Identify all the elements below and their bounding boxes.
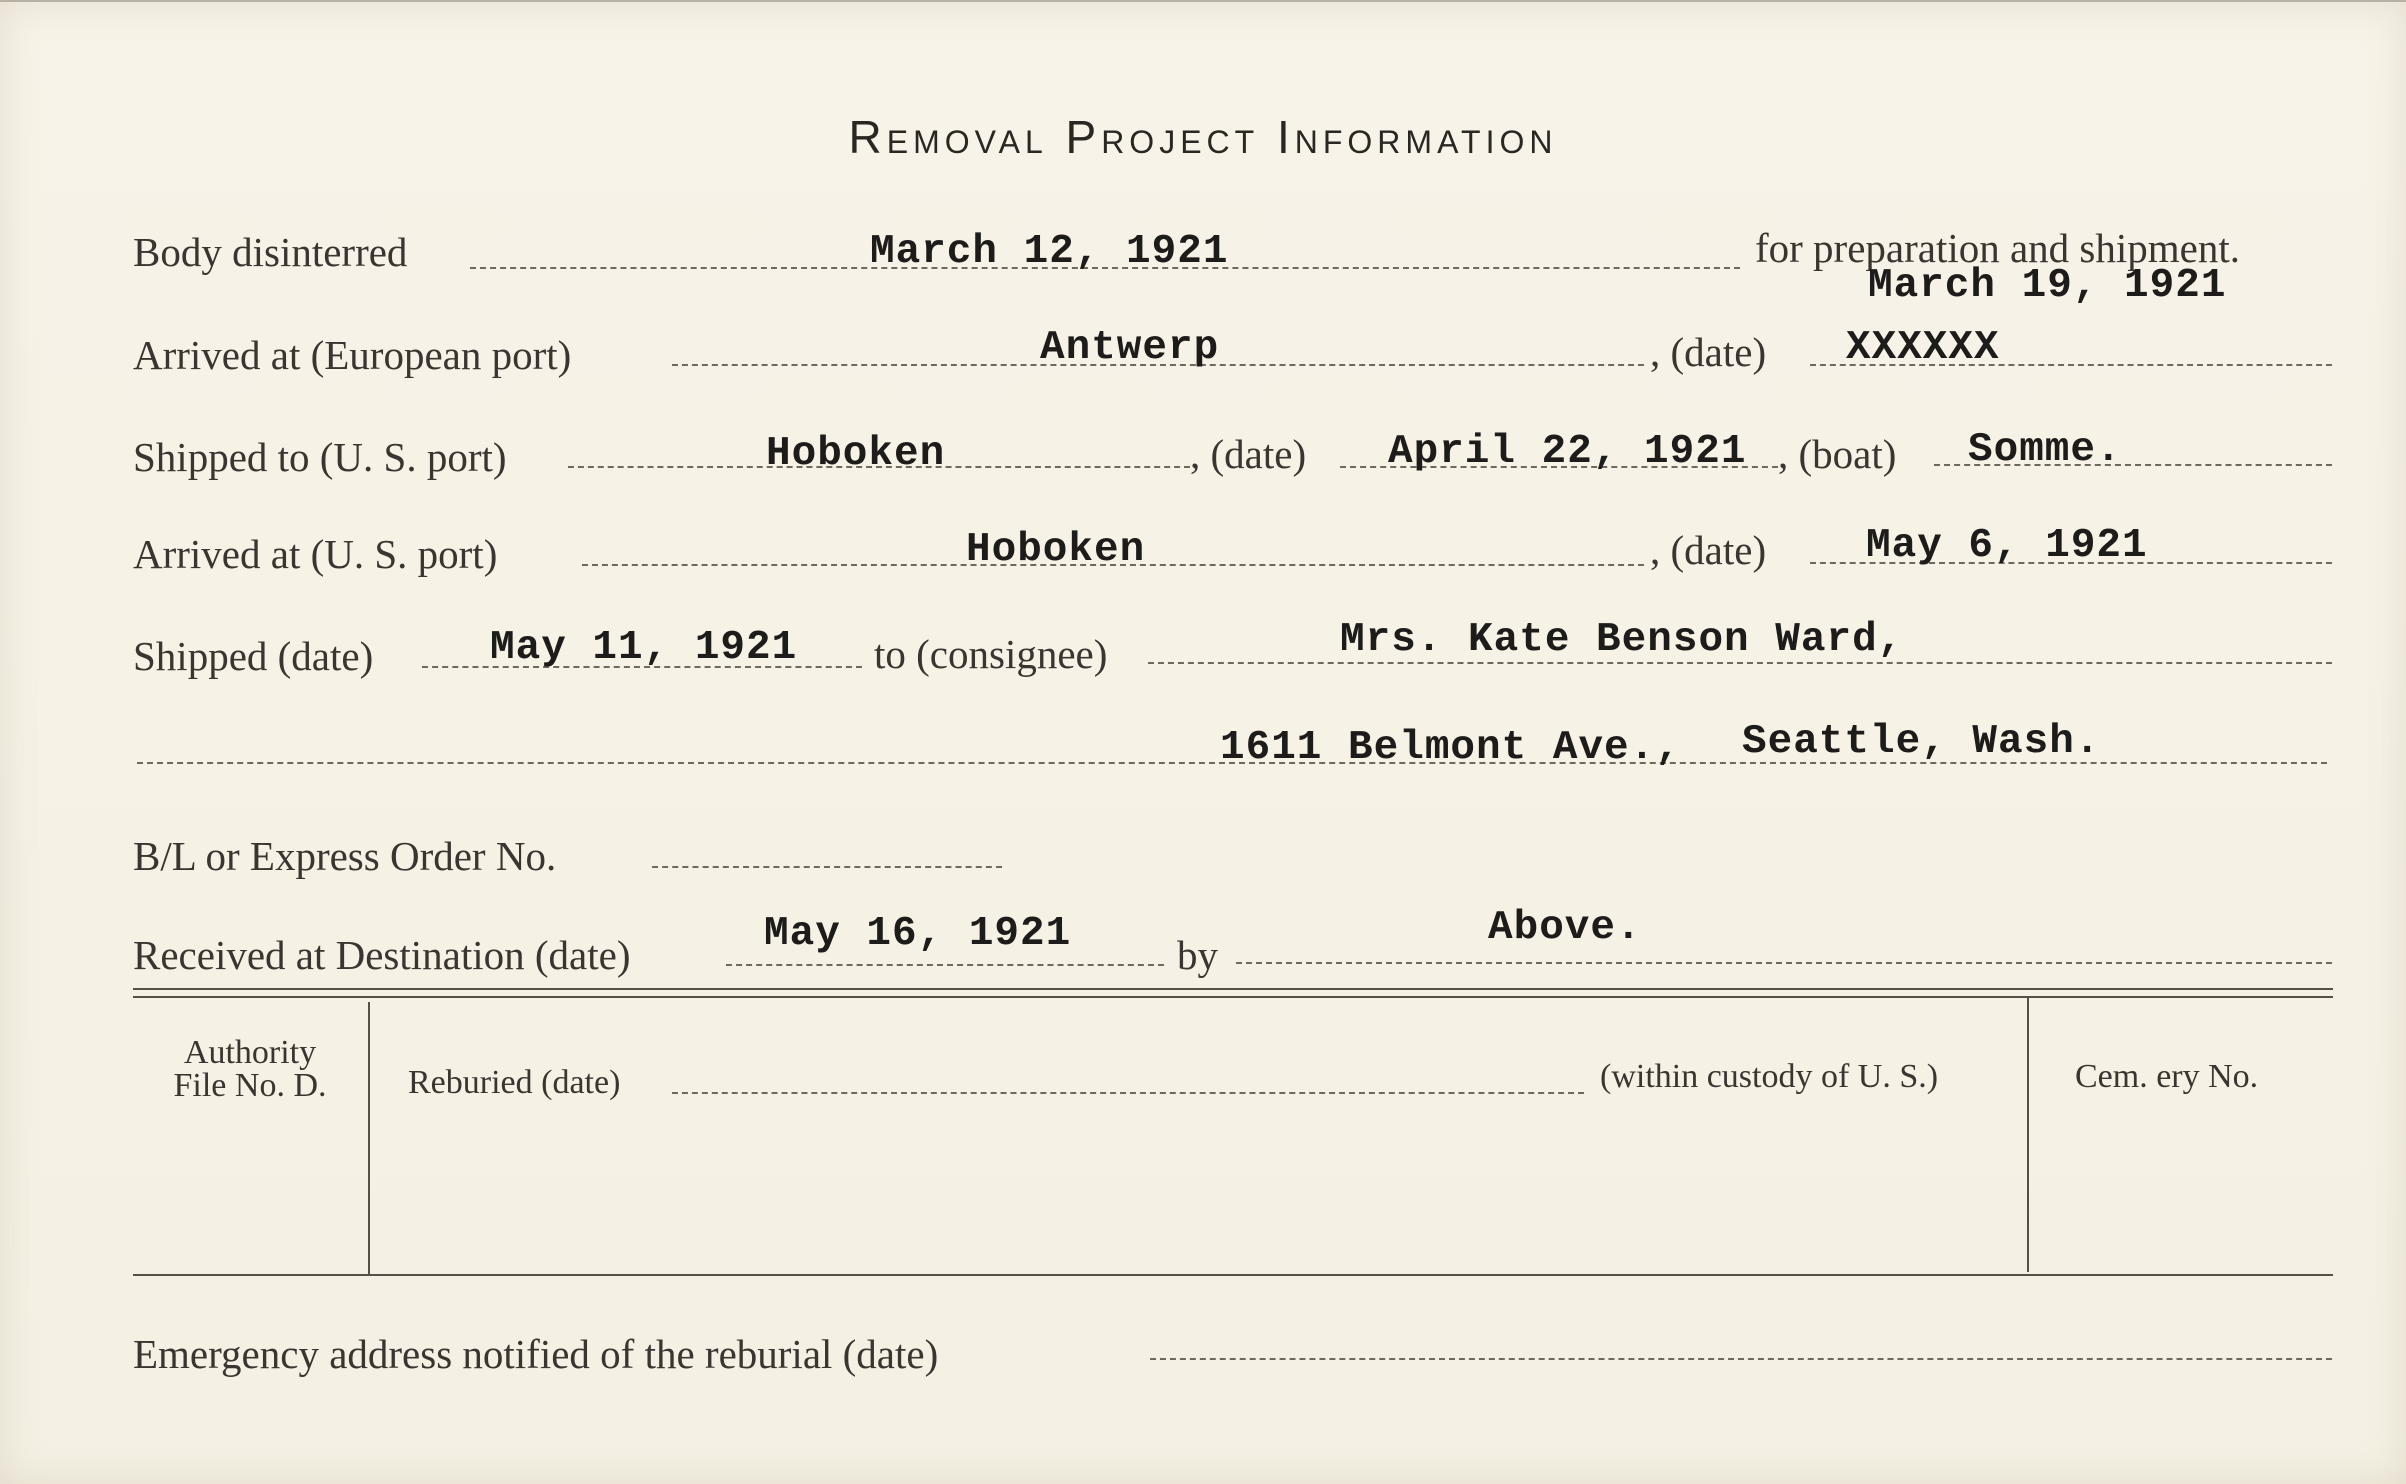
- shipped-to-date: April 22, 1921: [1388, 429, 1747, 475]
- arrived-european-label: Arrived at (European port): [133, 332, 572, 378]
- arrived-european-value: Antwerp: [1040, 325, 1220, 371]
- arrived-us-date-label: , (date): [1650, 527, 1767, 573]
- box-divider-left: [368, 1002, 370, 1274]
- emergency-line: [1150, 1358, 2332, 1360]
- box-top-rule: [133, 988, 2333, 990]
- shipped-to-value: Hoboken: [766, 431, 946, 477]
- by-line: [1236, 962, 2332, 964]
- box-top-rule-inner: [133, 996, 2333, 998]
- boat-value: Somme.: [1968, 427, 2122, 473]
- by-value: Above.: [1488, 905, 1642, 951]
- received-label: Received at Destination (date): [133, 932, 631, 978]
- bl-label: B/L or Express Order No.: [133, 833, 557, 879]
- boat-label: , (boat): [1778, 431, 1897, 477]
- shipped-date-value: May 11, 1921: [490, 625, 798, 671]
- received-line: [726, 964, 1164, 966]
- shipped-to-date-label: , (date): [1190, 431, 1307, 477]
- authority-line2: File No. D.: [173, 1067, 327, 1104]
- cemetery-label: Cem. ery No.: [2075, 1058, 2259, 1095]
- arrived-us-date: May 6, 1921: [1866, 523, 2148, 569]
- by-label: by: [1177, 932, 1218, 978]
- body-disinterred-label: Body disinterred: [133, 229, 408, 275]
- emergency-label: Emergency address notified of the reburial (date): [133, 1331, 939, 1377]
- page-title: Removal Project Information: [848, 111, 1558, 163]
- arrived-european-date-struck: XXXXXX: [1846, 325, 2000, 371]
- consignee-name: Mrs. Kate Benson Ward,: [1340, 617, 1904, 663]
- reburied-label: Reburied (date): [408, 1064, 621, 1101]
- arrived-us-label: Arrived at (U. S. port): [133, 531, 498, 577]
- consignee-label: to (consignee): [874, 631, 1108, 677]
- consignee-address: 1611 Belmont Ave.,: [1220, 725, 1681, 771]
- reburied-line: [672, 1092, 1584, 1094]
- body-disinterred-suffix: for preparation and shipment.: [1755, 225, 2241, 271]
- box-bottom-rule: [133, 1274, 2333, 1276]
- bl-line: [652, 866, 1002, 868]
- shipped-to-label: Shipped to (U. S. port): [133, 434, 507, 480]
- arrived-us-value: Hoboken: [966, 527, 1146, 573]
- custody-label: (within custody of U. S.): [1600, 1058, 1939, 1095]
- received-value: May 16, 1921: [764, 911, 1072, 957]
- box-divider-right: [2027, 996, 2029, 1272]
- authority-line1: Authority: [183, 1034, 317, 1071]
- body-disinterred-value: March 12, 1921: [870, 229, 1229, 275]
- arrived-european-date-label: , (date): [1650, 329, 1767, 375]
- shipped-date-label: Shipped (date): [133, 633, 374, 679]
- consignee-city: Seattle, Wash.: [1742, 719, 2101, 765]
- arrived-european-date-above: March 19, 1921: [1868, 263, 2227, 309]
